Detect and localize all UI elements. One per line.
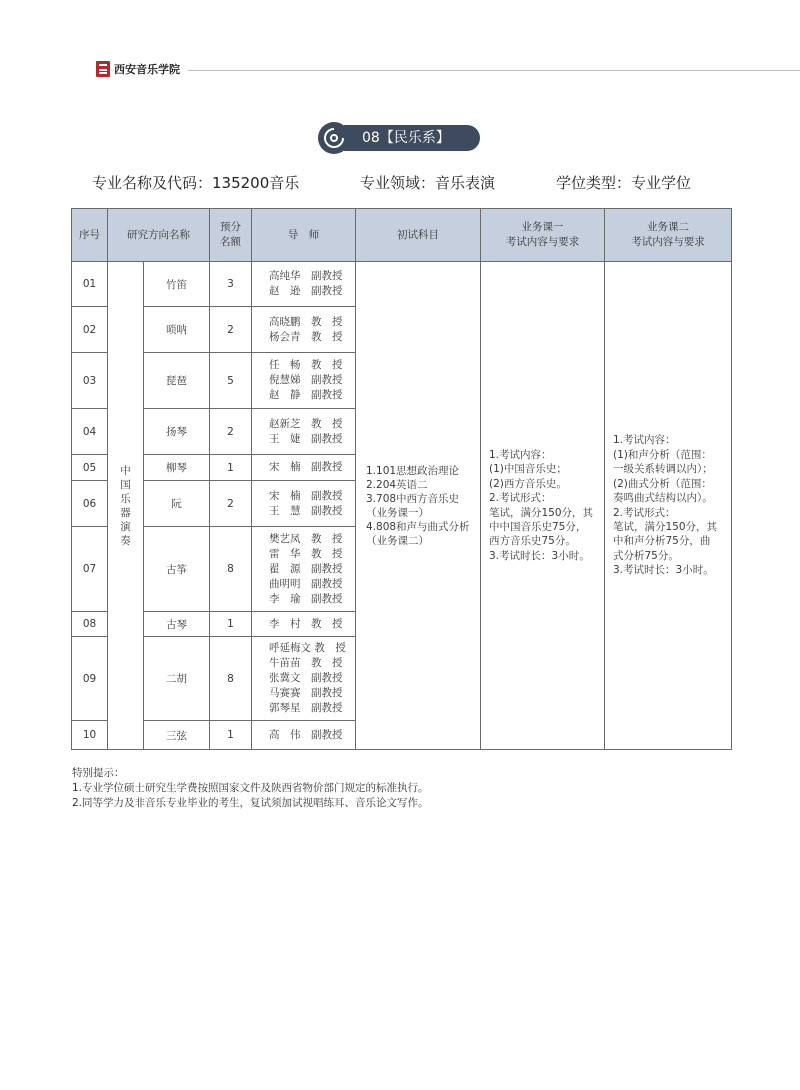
text-line: 1.考试内容： [613,434,676,447]
header-quota: 预分 名额 [210,209,252,262]
text-line: 奏鸣曲式结构以内）。 [613,492,713,505]
row-advisors: 呼延梅文 教 授 牛苗苗 教 授 张冀文 副教授 马赛赛 副教授 郭琴星 副教授 [252,637,356,721]
header-advisor: 导 师 [252,209,356,262]
header-direction: 研究方向名称 [108,209,210,262]
degree-type: 学位类型：专业学位 [556,174,692,192]
row-quota: 5 [210,353,252,409]
direction-group-label: 中国乐器演奏 [120,464,131,547]
row-seq: 03 [72,353,108,409]
row-quota: 2 [210,307,252,353]
row-advisors: 高 伟 副教授 [252,721,356,750]
row-name: 古筝 [144,527,210,612]
row-quota: 8 [210,527,252,612]
text-line: 中和声分析75分，曲 [613,535,711,548]
row-name: 琵琶 [144,353,210,409]
text-line: 笔试，满分150分，其 [613,520,718,533]
row-seq: 10 [72,721,108,750]
note-item-1: 1.专业学位硕士研究生学费按照国家文件及陕西省物价部门规定的标准执行。 [72,782,429,794]
row-quota: 3 [210,262,252,307]
notes-title: 特别提示： [72,767,125,779]
row-seq: 08 [72,612,108,637]
special-notes [72,766,429,811]
prelim-subjects [356,262,481,750]
text-line: 1.101思想政治理论 [366,464,460,477]
row-seq: 01 [72,262,108,307]
program-info [92,172,800,194]
text-line: 式分析75分。 [613,549,679,562]
header-course2: 业务课二 考试内容与要求 [605,209,732,262]
table-header-row [72,209,732,262]
row-advisors: 高纯华 副教授 赵 逊 副教授 [252,262,356,307]
row-advisors: 樊艺凤 教 授 雷 华 教 授 翟 源 副教授 曲明明 副教授 李 瑜 副教授 [252,527,356,612]
music-disc-icon [318,122,350,154]
row-seq: 02 [72,307,108,353]
text-line: 西方音乐史75分。 [489,535,576,548]
row-advisors: 宋 楠 副教授 王 慧 副教授 [252,481,356,527]
row-quota: 2 [210,481,252,527]
row-advisors: 任 畅 教 授 倪慧娣 副教授 赵 静 副教授 [252,353,356,409]
header-course1: 业务课一 考试内容与要求 [481,209,605,262]
row-name: 唢呐 [144,307,210,353]
row-advisors: 赵新芝 教 授 王 婕 副教授 [252,409,356,455]
row-quota: 8 [210,637,252,721]
school-seal-icon [96,61,110,77]
row-advisors: 李 村 教 授 [252,612,356,637]
header-divider [188,70,800,71]
row-seq: 06 [72,481,108,527]
row-quota: 2 [210,409,252,455]
row-name: 古琴 [144,612,210,637]
table-row [72,262,732,307]
row-seq: 04 [72,409,108,455]
section-title: 08【民乐系】 [344,125,480,151]
note-item-2: 2.同等学力及非音乐专业毕业的考生，复试须加试视唱练耳、音乐论文写作。 [72,797,429,809]
row-seq: 05 [72,455,108,481]
text-line: 2.204英语二 [366,478,428,491]
row-name: 阮 [144,481,210,527]
row-name: 三弦 [144,721,210,750]
text-line: 3.考试时长：3小时。 [613,564,714,577]
text-line: 3.708中西方音乐史 [366,492,460,505]
course2-requirements [605,262,732,750]
text-line: 2.考试形式： [613,506,676,519]
text-line: 中中国音乐史75分， [489,520,587,533]
text-line: (1)和声分析（范围： [613,448,712,461]
text-line: （业务课一） [366,506,429,519]
text-line: 笔试，满分150分，其 [489,506,594,519]
text-line: 一级关系转调以内）； [613,463,713,476]
text-line: 1.考试内容： [489,448,552,461]
text-line: 3.考试时长：3小时。 [489,549,590,562]
row-name: 柳琴 [144,455,210,481]
program-table [71,208,732,750]
text-line: 2.考试形式： [489,492,552,505]
text-line: （业务课二） [366,534,429,547]
text-line: (2)西方音乐史。 [489,477,567,490]
header-seq: 序号 [72,209,108,262]
row-name: 竹笛 [144,262,210,307]
section-badge [318,122,480,154]
text-line: (2)曲式分析（范围： [613,477,712,490]
major-name: 专业名称及代码：135200音乐 [92,174,300,192]
row-advisors: 高晓鹏 教 授 杨会青 教 授 [252,307,356,353]
major-field: 专业领域：音乐表演 [360,174,496,192]
row-name: 扬琴 [144,409,210,455]
school-logo-text: 西安音乐学院 [114,63,180,76]
row-seq: 07 [72,527,108,612]
text-line: (1)中国音乐史； [489,463,567,476]
course1-requirements [481,262,605,750]
row-advisors: 宋 楠 副教授 [252,455,356,481]
header-prelim: 初试科目 [356,209,481,262]
row-quota: 1 [210,455,252,481]
row-quota: 1 [210,612,252,637]
row-seq: 09 [72,637,108,721]
direction-group [108,262,144,750]
header [96,58,180,80]
row-name: 二胡 [144,637,210,721]
row-quota: 1 [210,721,252,750]
text-line: 4.808和声与曲式分析 [366,520,470,533]
